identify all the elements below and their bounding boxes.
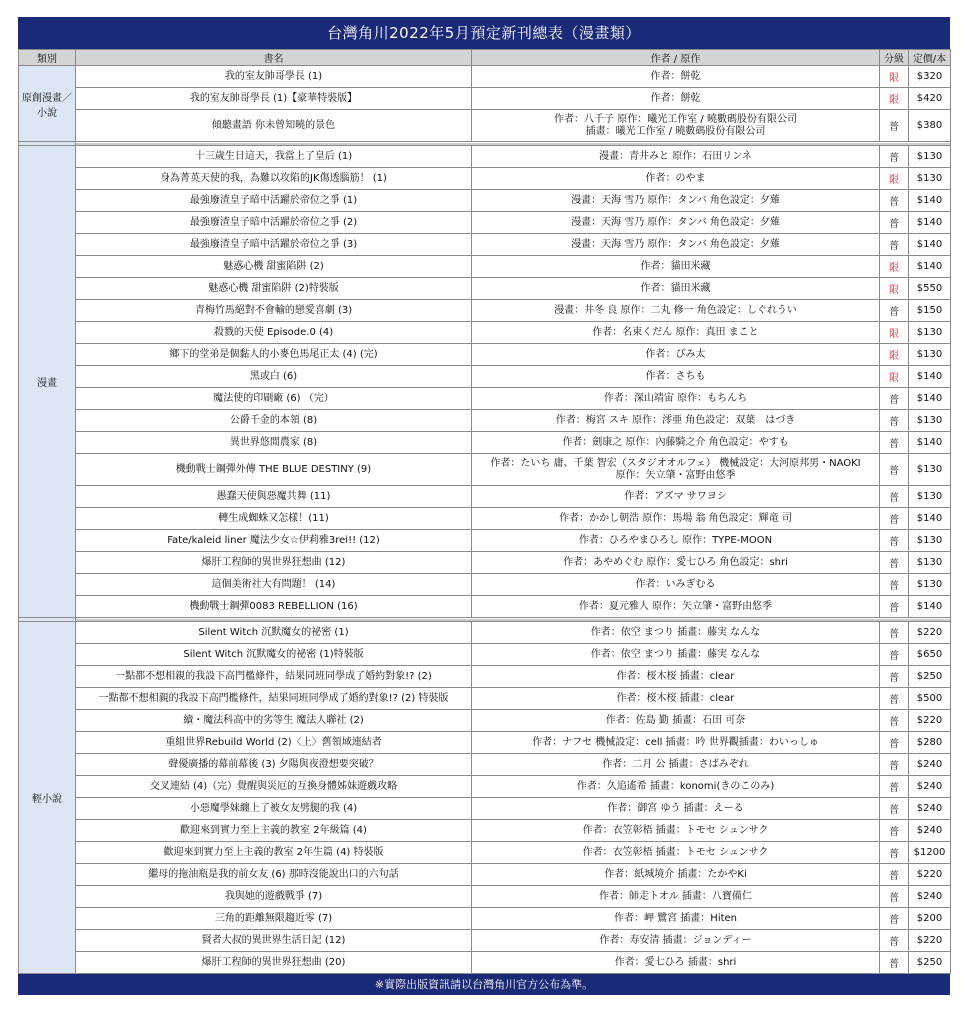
price-cell: $220 xyxy=(909,622,951,644)
table-row xyxy=(19,776,951,798)
price-cell: $130 xyxy=(909,530,951,552)
rating-cell: 普 xyxy=(880,820,909,842)
table-row xyxy=(19,798,951,820)
price-cell: $130 xyxy=(909,322,951,344)
release-table xyxy=(18,49,951,974)
price-cell: $140 xyxy=(909,234,951,256)
table-row xyxy=(19,530,951,552)
author-cell: 作者：桜木桜 插畫：clear xyxy=(472,688,880,710)
price-cell: $200 xyxy=(909,908,951,930)
table-row xyxy=(19,278,951,300)
book-title-cell: 青梅竹馬絕對不會輸的戀愛喜劇 (3) xyxy=(76,300,472,322)
header-category: 類別 xyxy=(19,50,76,66)
author-cell: 漫畫：青井みと 原作：石田リンネ xyxy=(472,146,880,168)
author-cell: 作者：あやめぐむ 原作：愛七ひろ 角色設定：shri xyxy=(472,552,880,574)
table-row xyxy=(19,388,951,410)
price-cell: $1200 xyxy=(909,842,951,864)
rating-cell: 限 xyxy=(880,278,909,300)
price-cell: $140 xyxy=(909,256,951,278)
table-row xyxy=(19,710,951,732)
book-title-cell: 愚蠢天使與惡魔共舞 (11) xyxy=(76,486,472,508)
table-row xyxy=(19,234,951,256)
rating-cell: 普 xyxy=(880,644,909,666)
rating-cell: 普 xyxy=(880,432,909,454)
price-cell: $240 xyxy=(909,754,951,776)
book-title-cell: 爆肝工程師的異世界狂想曲 (12) xyxy=(76,552,472,574)
price-cell: $140 xyxy=(909,596,951,618)
book-title-cell: 鄉下的堂弟是個黏人的小麥色馬尾正太 (4) (完) xyxy=(76,344,472,366)
rating-cell: 普 xyxy=(880,842,909,864)
price-cell: $250 xyxy=(909,952,951,974)
book-title-cell: 續・魔法科高中的劣等生 魔法人聯社 (2) xyxy=(76,710,472,732)
table-row xyxy=(19,908,951,930)
author-cell: 漫畫：天海 雪乃 原作：タンバ 角色設定：夕薙 xyxy=(472,190,880,212)
author-cell: 作者：アズマ サワヨシ xyxy=(472,486,880,508)
rating-cell: 普 xyxy=(880,110,909,142)
table-row xyxy=(19,168,951,190)
rating-cell: 限 xyxy=(880,88,909,110)
book-title-cell: 這個美術社大有問題！ (14) xyxy=(76,574,472,596)
price-cell: $140 xyxy=(909,212,951,234)
table-row xyxy=(19,454,951,486)
price-cell: $150 xyxy=(909,300,951,322)
rating-cell: 普 xyxy=(880,710,909,732)
price-cell: $240 xyxy=(909,776,951,798)
book-title-cell: 最強廢渣皇子暗中活躍於帝位之爭 (2) xyxy=(76,212,472,234)
price-cell: $130 xyxy=(909,552,951,574)
book-title-cell: 爆肝工程師的異世界狂想曲 (20) xyxy=(76,952,472,974)
rating-cell: 普 xyxy=(880,410,909,432)
rating-cell: 限 xyxy=(880,66,909,88)
rating-cell: 普 xyxy=(880,234,909,256)
table-row xyxy=(19,644,951,666)
price-cell: $250 xyxy=(909,666,951,688)
book-title-cell: Silent Witch 沉默魔女的祕密 (1)特裝版 xyxy=(76,644,472,666)
author-cell: 作者：依空 まつり 插畫：藤実 なんな xyxy=(472,622,880,644)
table-row xyxy=(19,190,951,212)
book-title-cell: 三角的距離無限趨近零 (7) xyxy=(76,908,472,930)
table-row xyxy=(19,930,951,952)
page-title: 台灣角川2022年5月預定新刊總表（漫畫類） xyxy=(18,17,950,49)
table-row xyxy=(19,552,951,574)
book-title-cell: 殺戮的天使 Episode.0 (4) xyxy=(76,322,472,344)
author-cell: 作者：劍康之 原作：內藤騎之介 角色設定：やすも xyxy=(472,432,880,454)
author-cell: 作者：さちも xyxy=(472,366,880,388)
author-cell: 作者：ぴみ太 xyxy=(472,344,880,366)
author-cell: 作者：久追遙希 插畫：konomi(きのこのみ) xyxy=(472,776,880,798)
price-cell: $550 xyxy=(909,278,951,300)
author-cell: 作者：貓田米藏 xyxy=(472,278,880,300)
book-title-cell: 機動戰士鋼彈外傳 THE BLUE DESTINY (9) xyxy=(76,454,472,486)
category-cell: 漫畫 xyxy=(19,146,76,618)
header-price: 定價/本 xyxy=(909,50,951,66)
rating-cell: 普 xyxy=(880,212,909,234)
table-row xyxy=(19,300,951,322)
author-cell: 作者：梅宮 スキ 原作：澪亜 角色設定：双葉 はづき xyxy=(472,410,880,432)
table-row xyxy=(19,146,951,168)
author-cell: 作者：のやま xyxy=(472,168,880,190)
author-cell: 作者：衣笠彰梧 插畫：トモセ シュンサク xyxy=(472,820,880,842)
table-row xyxy=(19,366,951,388)
price-cell: $140 xyxy=(909,508,951,530)
book-title-cell: 傾聽畫語 你未曾知曉的景色 xyxy=(76,110,472,142)
table-row xyxy=(19,596,951,618)
author-cell: 作者：貓田米藏 xyxy=(472,256,880,278)
table-row xyxy=(19,410,951,432)
author-cell: 作者：師走トオル 插畫：八寶備仁 xyxy=(472,886,880,908)
book-title-cell: 歡迎來到實力至上主義的教室 2年生篇 (4) 特裝版 xyxy=(76,842,472,864)
rating-cell: 普 xyxy=(880,146,909,168)
book-title-cell: 十三歲生日這天，我當上了皇后 (1) xyxy=(76,146,472,168)
book-title-cell: 一點都不想相親的我設下高門檻條件，結果同班同學成了婚約對象!? (2) xyxy=(76,666,472,688)
price-cell: $500 xyxy=(909,688,951,710)
rating-cell: 普 xyxy=(880,552,909,574)
book-title-cell: 身為菁英天使的我，為難以攻陷的JK傷透腦筋！ (1) xyxy=(76,168,472,190)
price-cell: $130 xyxy=(909,146,951,168)
table-row xyxy=(19,886,951,908)
table-row xyxy=(19,574,951,596)
book-title-cell: 賢者大叔的異世界生活日記 (12) xyxy=(76,930,472,952)
rating-cell: 普 xyxy=(880,454,909,486)
table-row xyxy=(19,508,951,530)
rating-cell: 普 xyxy=(880,486,909,508)
author-cell: 作者：餅乾 xyxy=(472,88,880,110)
price-cell: $130 xyxy=(909,168,951,190)
book-title-cell: 機動戰士鋼彈0083 REBELLION (16) xyxy=(76,596,472,618)
price-cell: $240 xyxy=(909,886,951,908)
table-row xyxy=(19,486,951,508)
author-cell: 作者：名束くだん 原作：真田 まこと xyxy=(472,322,880,344)
rating-cell: 普 xyxy=(880,300,909,322)
author-cell: 作者：たいち 庸、千葉 智宏（スタジオオルフェ） 機械設定：大河原邦男・NAOKI 原作：矢立肇・富野由悠季 xyxy=(472,454,880,486)
price-cell: $130 xyxy=(909,574,951,596)
rating-cell: 普 xyxy=(880,754,909,776)
price-cell: $280 xyxy=(909,732,951,754)
table-row xyxy=(19,864,951,886)
rating-cell: 普 xyxy=(880,190,909,212)
table-row xyxy=(19,66,951,88)
rating-cell: 限 xyxy=(880,344,909,366)
rating-cell: 普 xyxy=(880,688,909,710)
book-title-cell: 交叉連結 (4)（完）覺醒與災厄的互換身體姊妹遊戲攻略 xyxy=(76,776,472,798)
table-row xyxy=(19,732,951,754)
price-cell: $650 xyxy=(909,644,951,666)
book-title-cell: 我的室友帥哥學長 (1) xyxy=(76,66,472,88)
table-row xyxy=(19,952,951,974)
table-row xyxy=(19,754,951,776)
table-row xyxy=(19,666,951,688)
price-cell: $420 xyxy=(909,88,951,110)
rating-cell: 普 xyxy=(880,886,909,908)
table-row xyxy=(19,432,951,454)
book-title-cell: 我與她的遊戲戰爭 (7) xyxy=(76,886,472,908)
rating-cell: 普 xyxy=(880,732,909,754)
rating-cell: 普 xyxy=(880,776,909,798)
header-title: 書名 xyxy=(76,50,472,66)
price-cell: $220 xyxy=(909,930,951,952)
book-title-cell: 魔法使的印刷廠 (6) （完） xyxy=(76,388,472,410)
price-cell: $220 xyxy=(909,864,951,886)
author-cell: 作者：ひろやまひろし 原作：TYPE-MOON xyxy=(472,530,880,552)
author-cell: 作者：紙城境介 插畫：たかやKi xyxy=(472,864,880,886)
book-title-cell: 黑或白 (6) xyxy=(76,366,472,388)
author-cell: 作者：佐島 勤 插畫：石田 可奈 xyxy=(472,710,880,732)
author-cell: 漫畫：天海 雪乃 原作：タンバ 角色設定：夕薙 xyxy=(472,212,880,234)
price-cell: $140 xyxy=(909,432,951,454)
author-cell: 作者：衣笠彰梧 插畫：トモセ シュンサク xyxy=(472,842,880,864)
price-cell: $380 xyxy=(909,110,951,142)
book-title-cell: 轉生成蜘蛛又怎樣！(11) xyxy=(76,508,472,530)
price-cell: $130 xyxy=(909,454,951,486)
author-cell: 作者：ナフセ 機械設定：cell 插畫：吟 世界觀插畫：わいっしゅ xyxy=(472,732,880,754)
rating-cell: 普 xyxy=(880,864,909,886)
price-cell: $240 xyxy=(909,820,951,842)
book-title-cell: 小惡魔學妹纏上了被女友劈腿的我 (4) xyxy=(76,798,472,820)
table-row xyxy=(19,110,951,142)
rating-cell: 普 xyxy=(880,530,909,552)
book-title-cell: 最強廢渣皇子暗中活躍於帝位之爭 (3) xyxy=(76,234,472,256)
book-title-cell: 歡迎來到實力至上主義的教室 2年級篇 (4) xyxy=(76,820,472,842)
rating-cell: 普 xyxy=(880,798,909,820)
book-title-cell: 重組世界Rebuild World (2)〈上〉舊領域連結者 xyxy=(76,732,472,754)
price-cell: $220 xyxy=(909,710,951,732)
release-schedule-sheet xyxy=(18,17,950,995)
table-row xyxy=(19,688,951,710)
book-title-cell: 聲優廣播的幕前幕後 (3) 夕陽與夜澄想要突破？ xyxy=(76,754,472,776)
author-cell: 作者：依空 まつり 插畫：藤実 なんな xyxy=(472,644,880,666)
book-title-cell: 我的室友帥哥學長 (1)【豪華特裝版】 xyxy=(76,88,472,110)
book-title-cell: Fate/kaleid liner 魔法少女☆伊莉雅3rei!! (12) xyxy=(76,530,472,552)
table-body xyxy=(19,66,951,974)
table-row xyxy=(19,322,951,344)
rating-cell: 普 xyxy=(880,574,909,596)
rating-cell: 普 xyxy=(880,596,909,618)
author-cell: 作者：深山靖宙 原作：もちんち xyxy=(472,388,880,410)
author-cell: 作者：岬 鷺宮 插畫：Hiten xyxy=(472,908,880,930)
price-cell: $140 xyxy=(909,190,951,212)
table-row xyxy=(19,820,951,842)
table-row xyxy=(19,256,951,278)
table-row xyxy=(19,842,951,864)
category-cell: 原創漫畫／小說 xyxy=(19,66,76,142)
rating-cell: 限 xyxy=(880,168,909,190)
author-cell: 作者：御宮 ゆう 插畫：えーる xyxy=(472,798,880,820)
rating-cell: 普 xyxy=(880,666,909,688)
price-cell: $140 xyxy=(909,366,951,388)
book-title-cell: 公爵千金的本領 (8) xyxy=(76,410,472,432)
author-cell: 作者：寿安清 插畫：ジョンディー xyxy=(472,930,880,952)
table-row xyxy=(19,622,951,644)
book-title-cell: 魅惑心機 甜蜜陷阱 (2)特裝版 xyxy=(76,278,472,300)
author-cell: 漫畫：井冬 良 原作：二丸 修一 角色設定：しぐれうい xyxy=(472,300,880,322)
author-cell: 作者：餅乾 xyxy=(472,66,880,88)
author-cell: 作者：いみぎむる xyxy=(472,574,880,596)
author-cell: 作者：二月 公 插畫：さばみぞれ xyxy=(472,754,880,776)
price-cell: $130 xyxy=(909,486,951,508)
rating-cell: 普 xyxy=(880,952,909,974)
rating-cell: 普 xyxy=(880,388,909,410)
price-cell: $140 xyxy=(909,388,951,410)
header-row xyxy=(19,50,951,66)
category-cell: 輕小說 xyxy=(19,622,76,974)
price-cell: $240 xyxy=(909,798,951,820)
author-cell: 作者：桜木桜 插畫：clear xyxy=(472,666,880,688)
rating-cell: 普 xyxy=(880,930,909,952)
book-title-cell: 異世界悠閒農家 (8) xyxy=(76,432,472,454)
book-title-cell: Silent Witch 沉默魔女的祕密 (1) xyxy=(76,622,472,644)
price-cell: $130 xyxy=(909,344,951,366)
book-title-cell: 最強廢渣皇子暗中活躍於帝位之爭 (1) xyxy=(76,190,472,212)
author-cell: 作者：かかし朝浩 原作：馬場 翁 角色設定：輝竜 司 xyxy=(472,508,880,530)
rating-cell: 普 xyxy=(880,908,909,930)
rating-cell: 普 xyxy=(880,622,909,644)
table-row xyxy=(19,344,951,366)
rating-cell: 限 xyxy=(880,366,909,388)
author-cell: 作者：愛七ひろ 插畫：shri xyxy=(472,952,880,974)
rating-cell: 限 xyxy=(880,256,909,278)
price-cell: $320 xyxy=(909,66,951,88)
header-author: 作者 / 原作 xyxy=(472,50,880,66)
rating-cell: 限 xyxy=(880,322,909,344)
price-cell: $130 xyxy=(909,410,951,432)
book-title-cell: 一點都不想相親的我設下高門檻條件，結果同班同學成了婚約對象!? (2) 特裝版 xyxy=(76,688,472,710)
rating-cell: 普 xyxy=(880,508,909,530)
book-title-cell: 繼母的拖油瓶是我的前女友 (6) 那時沒能說出口的六句話 xyxy=(76,864,472,886)
author-cell: 作者：夏元雅人 原作：矢立肇・富野由悠季 xyxy=(472,596,880,618)
book-title-cell: 魅惑心機 甜蜜陷阱 (2) xyxy=(76,256,472,278)
author-cell: 作者：八千子 原作：曦光工作室 / 曉數碼股份有限公司 插畫：曦光工作室 / 曉數碼股份有限公司 xyxy=(472,110,880,142)
table-row xyxy=(19,212,951,234)
table-row xyxy=(19,88,951,110)
author-cell: 漫畫：天海 雪乃 原作：タンバ 角色設定：夕薙 xyxy=(472,234,880,256)
disclaimer-footer: ※實際出版資訊請以台灣角川官方公布為準。 xyxy=(18,974,950,995)
header-rating: 分級 xyxy=(880,50,909,66)
